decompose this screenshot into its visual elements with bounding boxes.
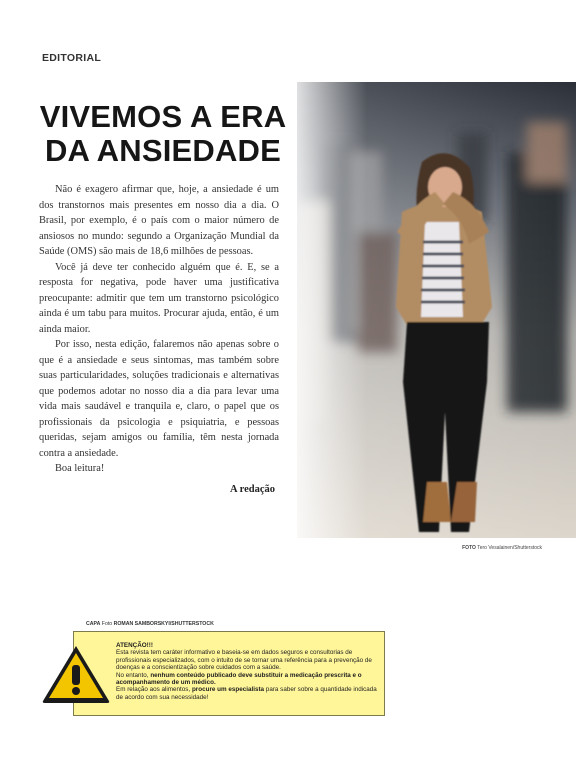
warning-line-3: Em relação aos alimentos, procure um especialista para saber sobre a quantidade indicada de acordo com sua necessidade! <box>116 686 377 701</box>
section-label: EDITORIAL <box>42 52 102 64</box>
warning-line-2: No entanto, nenhum conteúdo publicado deve substituir a medicação prescrita e o acompanhamento de um médico. <box>116 671 362 687</box>
photo-anxious-woman <box>297 82 576 538</box>
signature: A redação <box>230 484 276 495</box>
page-title: VIVEMOS A ERA DA ANSIEDADE <box>39 99 287 168</box>
paragraph-2: Você já deve ter conhecido alguém que é. E, se a resposta for negativa, pode haver uma justificativa preocupante: admitir que tem um transtorno psicológico ainda é um tabu para muitos. Procurar ajuda, então, é um ainda maior. <box>39 261 279 335</box>
warning-text <box>116 642 378 701</box>
paragraph-3: Por isso, nesta edição, falaremos não apenas sobre o que é a ansiedade e seus sintomas, mas também sobre suas particularidades, soluções tradicionais e alternativas que podemos adotar no nosso dia a dia para levar uma vida mais saudável e tranquila e, claro, o papel que os profissionais da psicologia e psiquiatria, e pessoas queridas, sejam amigos ou família, têm nesta jornada contra a ansiedade. <box>39 339 279 459</box>
editorial-body <box>39 182 279 477</box>
cover-credit: CAPA Foto ROMAN SAMBORSKYI/SHUTTERSTOCK <box>86 621 214 627</box>
paragraph-1: Não é exagero afirmar que, hoje, a ansiedade é um dos transtornos mais presentes em nosso dia a dia. O Brasil, por exemplo, é o país com o maior número de ansiosos no mundo: segundo a Organização Mundial da Saúde (OMS) são mais de 18,6 milhões de pessoas. <box>39 184 279 257</box>
paragraph-4: Boa leitura! <box>55 463 105 474</box>
warning-triangle-icon <box>40 643 112 710</box>
photo-credit: FOTO Tero Vesalainen/Shutterstock <box>462 545 542 551</box>
warning-title: ATENÇÃO!!! <box>116 642 153 649</box>
warning-line-1: Esta revista tem caráter informativo e baseia-se em dados seguros e consultorias de profissionais especializados, com o intuito de se tornar uma referência para a prevenção de doenças e a conscientização sobre cuidados com a saúde. <box>116 649 372 672</box>
